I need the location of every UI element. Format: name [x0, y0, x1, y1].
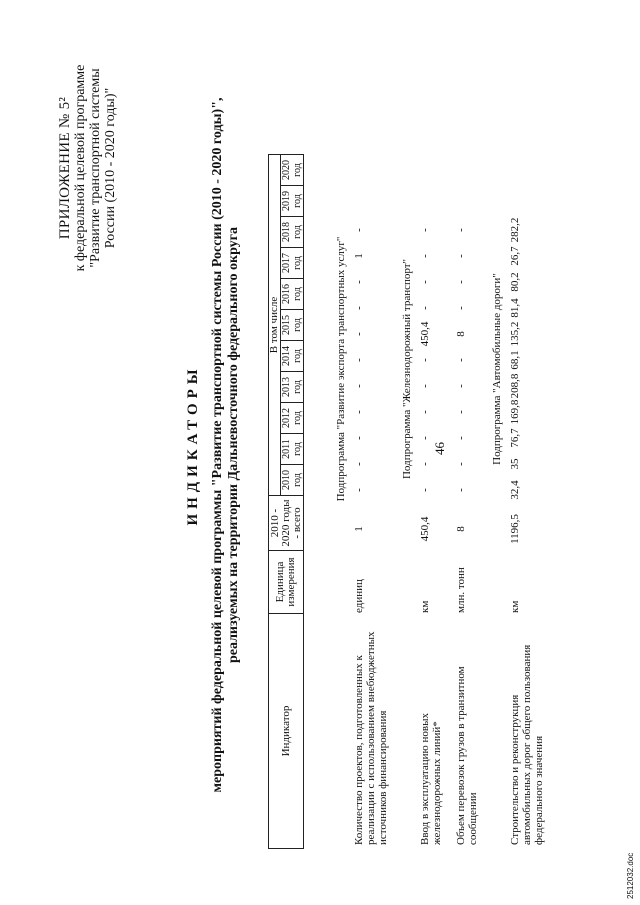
header-year: 2017 год	[281, 248, 304, 279]
year-value-cell: -	[419, 358, 431, 362]
year-value-cell: 76,7	[509, 428, 521, 448]
unit-cell: млн. тонн	[455, 567, 467, 613]
year-value-cell: -	[353, 280, 365, 284]
year-value-cell: 450,4	[419, 321, 431, 347]
year-value-cell: -	[455, 488, 467, 492]
total-cell: 1196,5	[509, 514, 521, 544]
year-value-cell: -	[353, 358, 365, 362]
year-value-cell: -	[455, 384, 467, 388]
title-line-2: реализуемых на территории Дальневосточного федерального округа	[226, 226, 241, 664]
year-value-cell: -	[353, 488, 365, 492]
year-value-cell: 169,8	[509, 399, 521, 425]
year-value-cell: 32,4	[509, 480, 521, 500]
year-value-cell: -	[419, 280, 431, 284]
header-year: 2015 год	[281, 310, 304, 341]
year-value-cell: -	[455, 436, 467, 440]
appendix-header	[58, 18, 118, 318]
year-value-cell: 26,7	[509, 246, 521, 266]
header-year: 2013 год	[281, 372, 304, 403]
subprogram-title: Подпрограмма "Автомобильные дороги"	[491, 273, 503, 465]
header-year: 2010 год	[281, 465, 304, 496]
unit-cell: единиц	[353, 579, 365, 613]
year-value-cell: 35	[509, 458, 521, 470]
header-total: 2010 - 2020 годы - всего	[269, 496, 304, 551]
header-unit: Единица измерения	[269, 551, 304, 614]
header-year: 2019 год	[281, 186, 304, 217]
year-value-cell: 81,4	[509, 298, 521, 318]
header-year: 2011 год	[281, 434, 304, 465]
subprogram-title: Подпрограмма "Развитие экспорта транспортных услуг"	[335, 236, 347, 502]
year-value-cell: -	[419, 462, 431, 466]
year-value-cell: -	[419, 306, 431, 310]
year-value-cell: -	[419, 410, 431, 414]
year-value-cell: -	[419, 228, 431, 232]
header-year: 2012 год	[281, 403, 304, 434]
header-year: 2018 год	[281, 217, 304, 248]
indicators-table-header	[268, 154, 304, 849]
document-id: 2512032.doc	[626, 852, 635, 899]
indicator-name: Объем перевозок грузов в транзитном сообщении	[455, 666, 479, 845]
year-value-cell: 135,2	[509, 321, 521, 347]
year-value-cell: 208,8	[509, 373, 521, 399]
year-value-cell: -	[455, 254, 467, 258]
total-cell: 1	[353, 526, 365, 532]
page-number: 46	[432, 442, 447, 455]
year-value-cell: -	[353, 436, 365, 440]
year-value-cell: -	[353, 410, 365, 414]
unit-cell: км	[509, 600, 521, 613]
year-value-cell: -	[455, 306, 467, 310]
total-cell: 8	[455, 526, 467, 532]
year-value-cell: -	[353, 384, 365, 388]
year-value-cell: -	[419, 254, 431, 258]
appendix-line-2: к федеральной целевой программе	[73, 64, 88, 272]
year-value-cell: 8	[455, 331, 467, 337]
year-value-cell: 80,2	[509, 272, 521, 292]
year-value-cell: -	[455, 228, 467, 232]
title-block	[185, 65, 242, 825]
total-cell: 450,4	[419, 516, 431, 542]
title-main: ИНДИКАТОРЫ	[185, 364, 201, 526]
indicator-name: Строительство и реконструкция автомобильных дорог общего пользования федерального значения	[509, 644, 545, 845]
header-indicator: Индикатор	[269, 614, 304, 849]
header-year: 2020 год	[281, 155, 304, 186]
year-value-cell: -	[455, 410, 467, 414]
header-year: 2016 год	[281, 279, 304, 310]
indicator-name: Ввод в эксплуатацию новых железнодорожных линий*	[419, 713, 443, 845]
year-value-cell: -	[455, 358, 467, 362]
header-year: 2014 год	[281, 341, 304, 372]
title-line-1: мероприятий федеральной целевой программы "Развитие транспортной системы России (2010 - 2020 годы)",	[210, 97, 225, 793]
subprogram-title: Подпрограмма "Железнодорожный транспорт"	[401, 258, 413, 480]
appendix-line-4: России (2010 - 2020 годы)"	[103, 87, 118, 249]
header-including: В том числе	[269, 155, 281, 496]
year-value-cell: -	[353, 462, 365, 466]
year-value-cell: -	[353, 332, 365, 336]
year-value-cell: 282,2	[509, 217, 521, 243]
appendix-line-1: ПРИЛОЖЕНИЕ № 5²	[57, 96, 73, 240]
indicator-name: Количество проектов, подготовленных к реализации с использованием внебюджетных источников финансирования	[353, 631, 389, 845]
unit-cell: км	[419, 600, 431, 613]
year-value-cell: 1	[353, 253, 365, 259]
year-value-cell: -	[455, 280, 467, 284]
year-value-cell: -	[455, 462, 467, 466]
year-value-cell: -	[419, 436, 431, 440]
appendix-line-3: "Развитие транспортной системы	[88, 68, 103, 268]
year-value-cell: -	[419, 384, 431, 388]
year-value-cell: -	[353, 306, 365, 310]
year-value-cell: 68,1	[509, 350, 521, 370]
year-value-cell: -	[419, 488, 431, 492]
year-value-cell: -	[353, 228, 365, 232]
